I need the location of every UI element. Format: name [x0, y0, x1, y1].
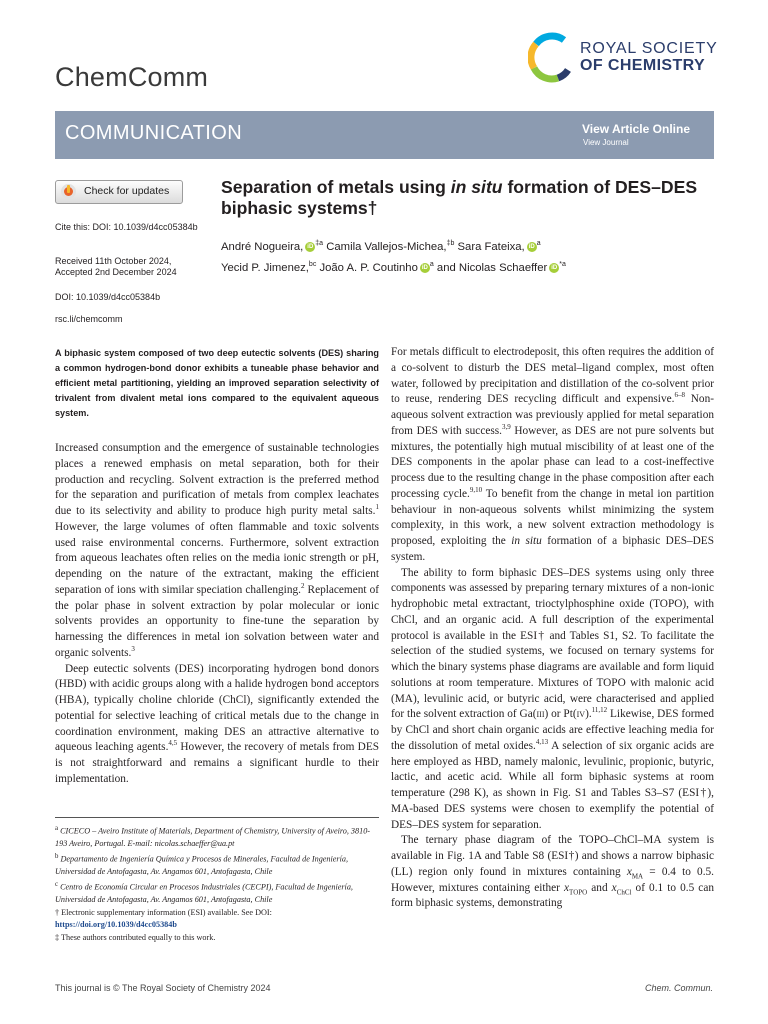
journal-footer: Chem. Commun.	[644, 983, 713, 993]
article-type: COMMUNICATION	[65, 122, 243, 144]
text-run: Non-aqueous solvent extraction was previously applied for metal separation from DES with success.	[391, 393, 714, 437]
text-run: A selection of six organic acids are here employed as HBD, namely malonic, levulinic, propionic, butyric, lactic, and acetic acid. While all form biphasic systems at room temperature (298 K), as shown in Fig. S1 and Tables S3–S7 (ESI†), MA-based DES systems were chosen to exemplify the potential of DES–DES system for separation.	[391, 739, 714, 831]
oxidation-state: iii	[536, 708, 545, 721]
citation[interactable]: 1	[375, 503, 379, 512]
author-affil: a	[536, 240, 541, 247]
text-run: and	[587, 881, 612, 894]
author-affil: ‡b	[446, 240, 455, 247]
footnote-text: Departamento de Ingeniería Química y Procesos de Minerales, Facultad de Ingeniería, Universidad de Antofagasta, Av. Angamos 601, Antofagasta, Chile	[55, 854, 349, 877]
author-affil: ‡a	[315, 240, 324, 247]
view-article-online-link[interactable]: View Article Online	[581, 122, 690, 136]
text-run: For metals difficult to electrodeposit, this often requires the addition of a co-solvent to disturb the DES metal–ligand complex, most often water, followed by precipitation and distillation of the co-solvent prior to reuse, rendering DES recycling difficult and expensive.	[391, 346, 714, 406]
rsc-logo-icon	[528, 30, 574, 86]
text-run: Deep eutectic solvents (DES) incorporating hydrogen bond donors (HBD) with acidic groups along with a halide hydrogen bond acceptors (HBA), typically choline chloride (ChCl), significantly extended the potential for selective leaching of critical metals due to the change in coordination environment, making DES an attractive alternative to aqueous leaching agents.	[55, 662, 379, 754]
citation[interactable]: 4,5	[168, 739, 178, 748]
citation[interactable]: 3	[131, 644, 135, 653]
orcid-icon[interactable]: iD	[528, 243, 535, 250]
paragraph	[391, 566, 714, 834]
math-sub: TOPO	[569, 887, 588, 896]
orcid-icon[interactable]: iD	[307, 243, 314, 250]
publisher-line-2: OF CHEMISTRY	[580, 57, 706, 74]
footnote-text: Centro de Economía Circular en Procesos Industriales (CECPI), Facultad de Ingeniería, Universidad de Antofagasta, Av. Angamos 601, Antofagasta, Chile	[55, 882, 353, 905]
paragraph	[55, 441, 379, 662]
author-name: André Nogueira,	[221, 240, 304, 253]
orcid-icon[interactable]: iD	[551, 264, 558, 271]
author-name: and Nicolas Schaeffer	[436, 261, 548, 274]
text-run: However, as DES are not pure solvents but mixtures, the potentially high mutual miscibility of at least one of the DES components in the apolar phase can lead to a cost-ineffective process due to the resulting change in the phase composition after each processing cycle.	[391, 424, 715, 500]
citation[interactable]: 2	[300, 581, 305, 590]
text-run: ) or Pt(	[544, 708, 577, 721]
doi: DOI: 10.1039/d4cc05384b	[55, 292, 161, 302]
text-run: of 0.1 to 0.5 can form biphasic systems, demonstrating	[391, 881, 714, 910]
title-part-2: in situ	[450, 177, 503, 197]
footnote-label: a	[55, 825, 59, 832]
author-affil: *a	[559, 260, 566, 268]
author-list	[221, 235, 711, 277]
text-run: Increased consumption and the emergence of sustainable technologies places a renewed emphasis on metal separation, both for their production and recycling. Solvent extraction is the preferred method for the separation and purification of metals from complex leachates due to its selectivity and ability to produce high purity metal salts.	[55, 442, 379, 517]
author-affil: bc	[308, 260, 317, 268]
article-type-banner	[55, 111, 714, 159]
text-run: However, the recovery of metals from DES is not straightforward and remains a significant hurdle to their implementation.	[55, 741, 380, 785]
footnote-label: c	[55, 880, 59, 888]
math-var: x	[611, 881, 617, 894]
text-run: = 0.4 to 0.5. However, mixtures containing either	[391, 865, 715, 894]
check-for-updates-button[interactable]	[55, 180, 183, 204]
paragraph	[55, 662, 379, 788]
math-sub: MA	[631, 872, 644, 880]
body-column-left	[55, 441, 379, 788]
text-run: ).	[585, 708, 592, 721]
update-icon	[61, 184, 76, 199]
journal-name: ChemComm	[55, 62, 209, 92]
citation[interactable]: 9,10	[469, 485, 483, 494]
accepted-date: Accepted 2nd December 2024	[55, 267, 177, 277]
text-run: To benefit from the change in metal ion partition behaviour in non-aqueous solvents whilst minimizing the system complexity, in this work, a new solvent extraction methodology is proposed, exploiting the	[391, 487, 714, 547]
cite-this: Cite this: DOI: 10.1039/d4cc05384b	[55, 222, 198, 232]
publisher-line-1: ROYAL SOCIETY	[580, 40, 718, 57]
text-run: formation of a biphasic DES–DES system.	[391, 535, 714, 563]
footnote-text: CICECO – Aveiro Institute of Materials, Department of Chemistry, University of Aveiro, 3810-193 Aveiro, Portugal. E-mail: nicolas.schaeffer@ua.pt	[55, 826, 371, 849]
text-run: The ability to form biphasic DES–DES systems using only three components was assessed by preparing ternary mixtures of a non-ionic hydrophobic metal extractant, trioctylphosphine oxide (TOPO), with ChCl, and an organic acid. A full description of the experimental protocol is available in the ESI† and Tables S1, S2. To facilitate the selection of the studied systems, we focused on ternary systems for which the binary systems phase diagrams are available and form liquid solutions at room temperature. Mixtures of TOPO with malonic acid (MA), levulinic acid, or butyric acid, were characterised and applied for the solvent extraction of Ga(	[391, 566, 714, 721]
text-run: in situ	[511, 535, 542, 547]
footnote-label: b	[55, 852, 59, 860]
footnote-text: † Electronic supplementary information (ESI) available. See DOI:	[55, 907, 272, 917]
author-name: João A. P. Coutinho	[319, 261, 418, 274]
paragraph	[391, 345, 714, 566]
received-date: Received 11th October 2024,	[55, 256, 172, 266]
copyright-footer: This journal is © The Royal Society of Chemistry 2024	[55, 983, 271, 993]
title-part-3: formation of DES–DES biphasic systems†	[221, 177, 698, 218]
check-for-updates-label: Check for updates	[84, 185, 170, 197]
rsc-logo[interactable]	[528, 30, 718, 86]
article-title	[221, 177, 701, 219]
author-name: Sara Fateixa,	[457, 240, 525, 253]
footnote-affiliation-b	[55, 851, 379, 879]
text-run: Replacement of the polar phase in solvent extraction by polar molecular or ionic solvents provides an opportunity to fine-tune the separation by harnessing the differences in metal ion solvation between water and organic solvents.	[55, 583, 379, 659]
text-run: The ternary phase diagram of the TOPO–ChCl–MA system is available in Fig. 1A and Table S8 (ESI†) and shows a narrow biphasic (LL) region only found in mixtures containing	[391, 834, 714, 878]
text-run: However, the large volumes of often flammable and toxic solvents used raise environmental concerns. Furthermore, solvent extraction from aqueous leachates often relies on the media ionic strength or pH, depending on the nature of the extractant, making the efficient separation of ions with similar speciation challenging.	[55, 520, 379, 596]
text-run: Likewise, DES formed by ChCl and short chain organic acids are effective leaching media for the dissolution of metal oxides.	[391, 708, 714, 752]
author-name: Yecid P. Jimenez,	[221, 261, 309, 274]
footnote-divider	[55, 817, 379, 818]
esi-doi-link[interactable]: https://doi.org/10.1039/d4cc05384b	[55, 920, 177, 930]
footnotes	[55, 823, 379, 945]
footnote-esi	[55, 907, 379, 932]
abstract: A biphasic system composed of two deep eutectic solvents (DES) sharing a common hydrogen-bond donor exhibits a tuneable phase behavior and efficient metal partitioning, yielding an improved separation selectivity of trivalent from divalent metal ions compared to the equivalent aqueous system.	[55, 348, 379, 419]
author-affil: a	[429, 260, 434, 268]
citation[interactable]: 6–8	[674, 391, 685, 400]
oxidation-state: iv	[576, 708, 586, 721]
journal-site-link[interactable]: rsc.li/chemcomm	[55, 314, 123, 324]
paragraph	[391, 833, 714, 912]
title-part-1: Separation of metals using	[221, 177, 451, 197]
citation[interactable]: 4,13	[535, 737, 549, 746]
math-sub: ChCl	[616, 887, 632, 896]
citation[interactable]: 3,9	[501, 422, 511, 431]
body-column-right	[391, 345, 714, 912]
math-var: x	[626, 865, 632, 878]
footnote-affiliation-a	[55, 823, 379, 851]
footnote-equal-contribution: ‡ These authors contributed equally to this work.	[55, 932, 216, 942]
footnote-affiliation-c	[55, 879, 379, 907]
citation[interactable]: 11,12	[591, 706, 608, 715]
author-name: Camila Vallejos-Michea,	[326, 240, 447, 253]
view-journal-link[interactable]: View Journal	[583, 138, 629, 147]
orcid-icon[interactable]: iD	[421, 264, 428, 271]
math-var: x	[564, 881, 570, 894]
